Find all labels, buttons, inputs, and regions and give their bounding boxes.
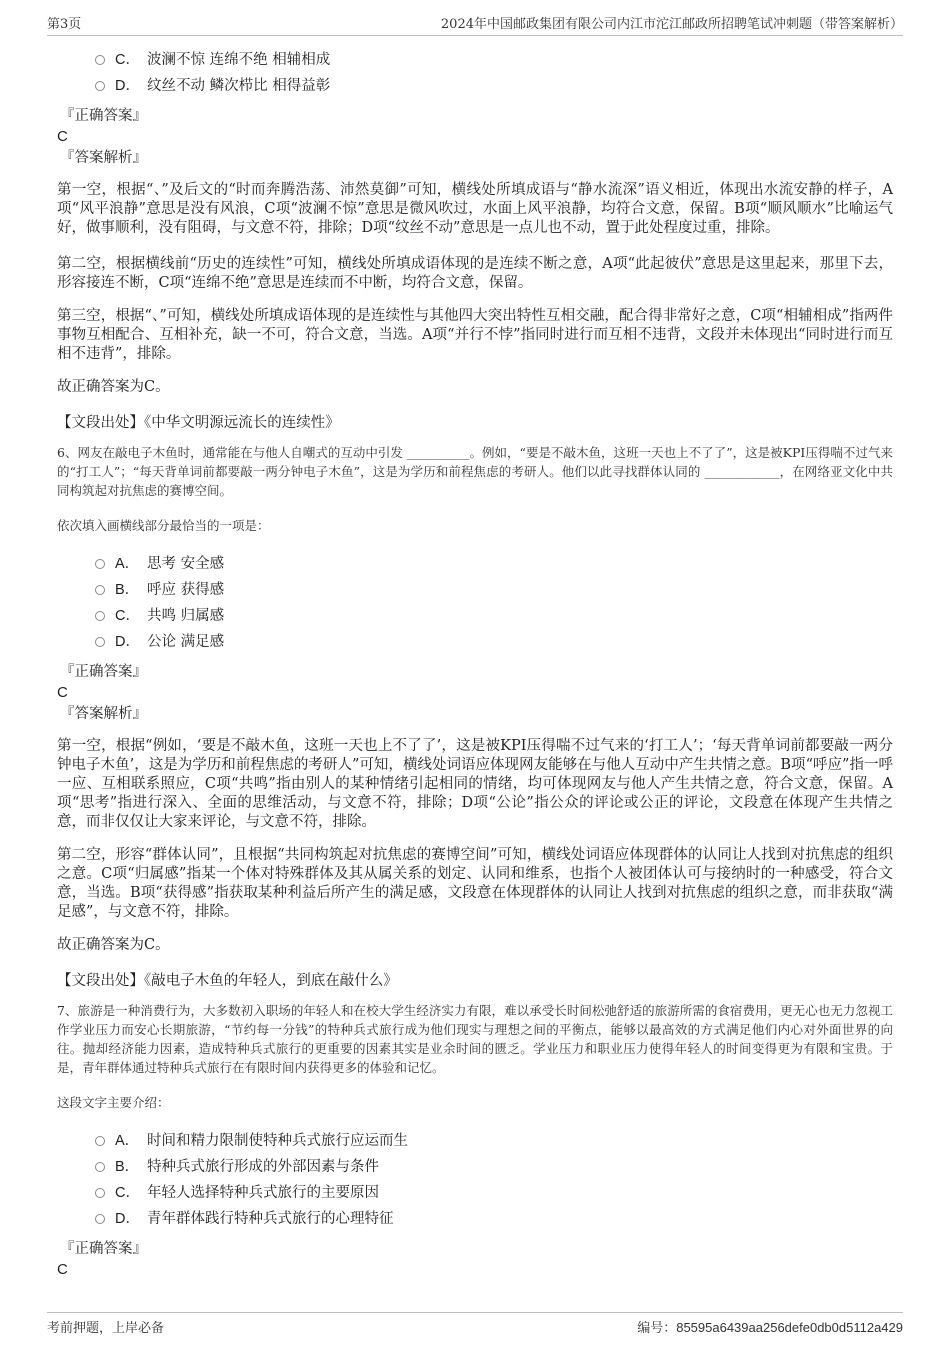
q6-prompt: 依次填入画横线部分最恰当的一项是： xyxy=(57,518,270,533)
q6-option-d[interactable]: D． 公论 满足感 xyxy=(95,627,893,653)
q6-analysis-para-1: 第一空，根据“例如，‘要是不敲木鱼，这班一天也上不了了’，这是被KPI压得喘不过气来的‘打工人’；‘每天背单词前都要敲一两分钟电子木鱼’，这是为学历和前程焦虑的考研人”可知，横线处词语应体现网友能够在与他人互动中产生共情之意。B项“呼应”指一呼一应、互相联系照应，C项“共鸣”指由别人的某种情绪引起相同的情绪，均可体现网友与他人产生共情之意，符合文意，保留。A项“思考”指进行深入、全面的思维活动，与文意不符，排除；D项“公论”指公众的评论或公正的评论，文段意在体现产生共情之意，而非仅仅让大家来评论，与文意不符，排除。 xyxy=(57,738,893,830)
radio-icon[interactable] xyxy=(95,637,105,647)
footer-code-label: 编号： xyxy=(637,1320,677,1336)
q6-option-b[interactable]: B． 呼应 获得感 xyxy=(95,575,893,601)
radio-icon[interactable] xyxy=(95,1214,105,1224)
radio-icon[interactable] xyxy=(95,1188,105,1198)
footer-slogan: 考前押题，上岸必备 xyxy=(47,1320,165,1336)
footer-code-value: 85595a6439aa256defe0db0d5112a429 xyxy=(676,1319,903,1335)
q6-stem: 6、网友在敲电子木鱼时，通常能在与他人自嘲式的互动中引发 __________。例如，“要是不敲木鱼，这班一天也上不了了”，这是被KPI压得喘不过气来的“打工人”；“每天背单词前都要敲一两分钟电子木鱼”，这是为学历和前程焦虑的考研人。他们以此寻找群体认同的 ____________，在网络亚文化中共同构筑起对抗焦虑的赛博空间。 xyxy=(57,445,893,498)
radio-icon[interactable] xyxy=(95,611,105,621)
q6-analysis-para-2: 第二空，形容“群体认同”，且根据“共同构筑起对抗焦虑的赛博空间”可知，横线处词语应体现群体的认同让人找到对抗焦虑的组织之意。C项“归属感”指某一个体对特殊群体及其从属关系的划定、认同和维系，也指个人被团体认可与接纳时的一种感受，符合文意，当选。B项“获得感”指获取某种利益后所产生的满足感，文段意在体现群体的认同让人找到对抗焦虑的组织之意，而非获取“满足感”，与文意不符，排除。 xyxy=(57,847,893,920)
q6-option-c[interactable]: C． 共鸣 归属感 xyxy=(95,601,893,627)
q7-prompt: 这段文字主要介绍： xyxy=(57,1095,170,1110)
q5-analysis-para-2: 第二空，根据横线前“历史的连续性”可知，横线处所填成语体现的是连续不断之意，A项“此起彼伏”意思是这里起来，那里下去，形容接连不断，C项“连绵不绝”意思是连续而不中断，均符合文意，保留。 xyxy=(57,256,893,291)
footer-code xyxy=(637,1317,903,1336)
q7-option-a[interactable]: A． 时间和精力限制使特种兵式旅行应运而生 xyxy=(95,1126,893,1152)
document-title: 2024年中国邮政集团有限公司内江市沱江邮政所招聘笔试冲刺题（带答案解析） xyxy=(440,16,903,32)
q7-option-c[interactable]: C． 年轻人选择特种兵式旅行的主要原因 xyxy=(95,1178,893,1204)
q5-analysis-para-3: 第三空，根据“、”可知，横线处所填成语体现的是连续性与其他四大突出特性互相交融，配合得非常好之意，C项“相辅相成”指两件事物互相配合、互相补充，缺一不可，符合文意，当选。A项“并行不悖”指同时进行而互相不违背，文段并未体现出“同时进行而互相不违背”，排除。 xyxy=(57,308,893,362)
radio-icon[interactable] xyxy=(95,55,105,65)
q5-conclusion: 故正确答案为C。 xyxy=(57,379,170,395)
q5-option-c[interactable]: C． 波澜不惊 连绵不绝 相辅相成 xyxy=(95,45,893,71)
radio-icon[interactable] xyxy=(95,1136,105,1146)
page-header xyxy=(47,12,903,36)
q5-analysis-para-1: 第一空，根据“、”及后文的“时而奔腾浩荡、沛然莫御”可知，横线处所填成语与“静水流深”语义相近，体现出水流安静的样子，A项“风平浪静”意思是没有风浪，C项“波澜不惊”意思是微风吹过，水面上风平浪静，均符合文意，保留。B项“顺风顺水”比喻运气好，做事顺利，没有阻碍，与文意不符，排除；D项“纹丝不动”意思是一点儿也不动，置于此处程度过重，排除。 xyxy=(57,182,893,236)
radio-icon[interactable] xyxy=(95,585,105,595)
q6-answer-tag: 『正确答案』 xyxy=(60,664,147,680)
radio-icon[interactable] xyxy=(95,1162,105,1172)
q5-option-d[interactable]: D． 纹丝不动 鳞次栉比 相得益彰 xyxy=(95,71,893,97)
q5-answer: C xyxy=(57,128,68,145)
q7-stem: 7、旅游是一种消费行为，大多数初入职场的年轻人和在校大学生经济实力有限，难以承受长时间松弛舒适的旅游所需的食宿费用，更无心也无力忽视工作学业压力而安心长期旅游，“节约每一分钱”的特种兵式旅行成为他们现实与理想之间的平衡点，能够以最高效的方式满足他们内心对外面世界的向往。抛却经济能力因素，造成特种兵式旅行的更重要的因素其实是业余时间的匮乏。学业压力和职业压力使得年轻人的时间变得更为有限和宝贵。于是，青年群体通过特种兵式旅行在有限时间内获得更多的体验和记忆。 xyxy=(57,1003,893,1075)
q7-option-b[interactable]: B． 特种兵式旅行形成的外部因素与条件 xyxy=(95,1152,893,1178)
q5-analysis-tag: 『答案解析』 xyxy=(60,150,147,166)
q7-option-d[interactable]: D． 青年群体践行特种兵式旅行的心理特征 xyxy=(95,1204,893,1230)
q6-answer: C xyxy=(57,684,68,701)
radio-icon[interactable] xyxy=(95,559,105,569)
q5-source: 【文段出处】《中华文明源远流长的连续性》 xyxy=(57,415,340,431)
q5-answer-tag: 『正确答案』 xyxy=(60,108,147,124)
q6-conclusion: 故正确答案为C。 xyxy=(57,937,170,953)
q6-analysis-tag: 『答案解析』 xyxy=(60,706,147,722)
page-number: 第3页 xyxy=(47,16,82,32)
q7-answer: C xyxy=(57,1261,68,1278)
page-footer xyxy=(47,1312,903,1335)
q6-source: 【文段出处】《敲电子木鱼的年轻人，到底在敲什么》 xyxy=(57,973,398,989)
q6-option-a[interactable]: A． 思考 安全感 xyxy=(95,549,893,575)
q7-answer-tag: 『正确答案』 xyxy=(60,1241,147,1257)
radio-icon[interactable] xyxy=(95,81,105,91)
page-content xyxy=(57,40,893,1280)
